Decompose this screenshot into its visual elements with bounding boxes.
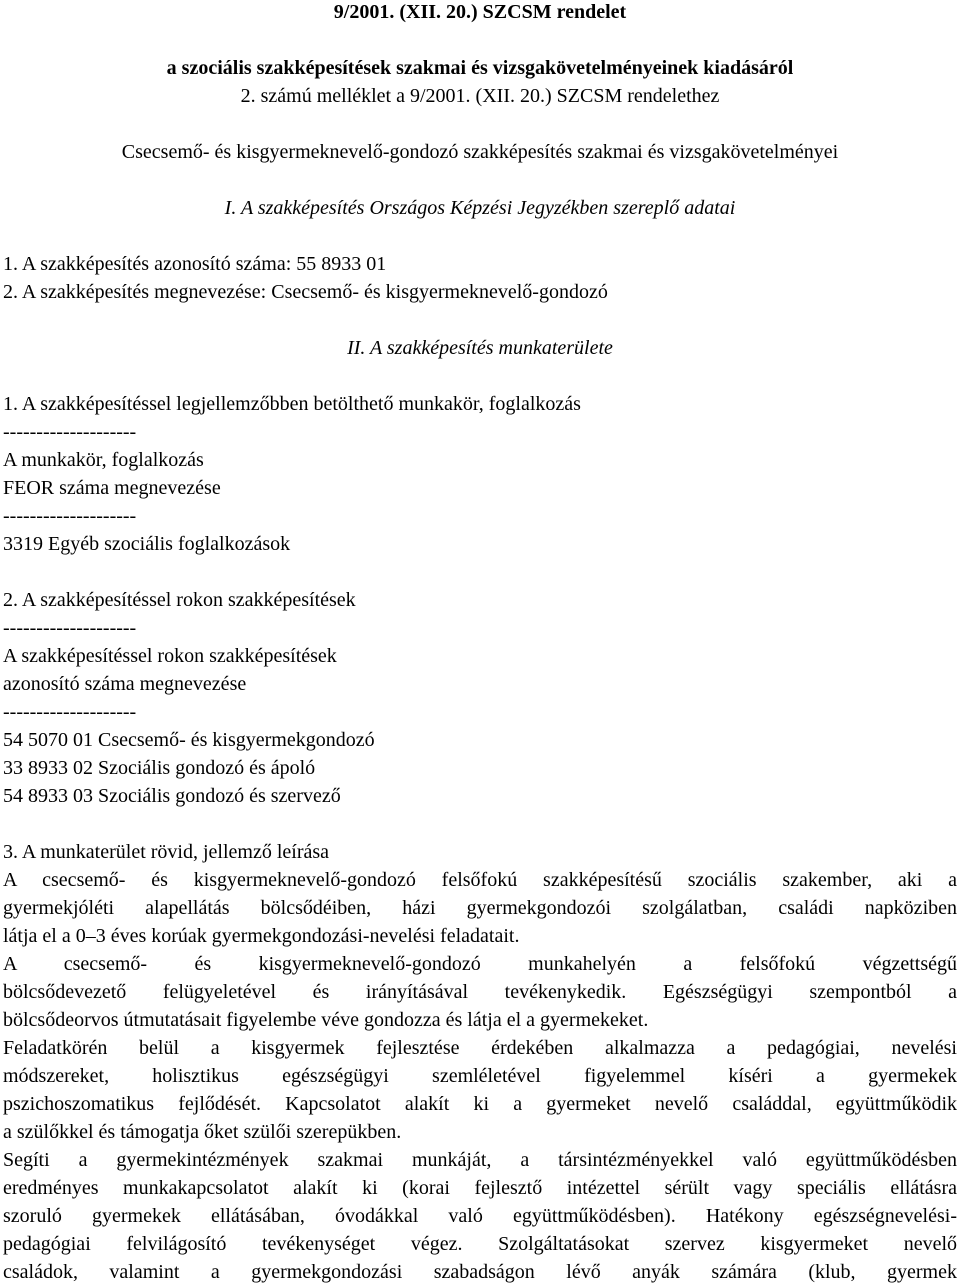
decree-title: 9/2001. (XII. 20.) SZCSM rendelet: [333, 1, 627, 23]
table-header: A munkakör, foglalkozás: [3, 449, 204, 471]
subsection-3-title: 3. A munkaterület rövid, jellemző leírása: [3, 841, 330, 863]
table-separator: --------------------: [3, 701, 137, 723]
subsection-1-title: 1. A szakképesítéssel legjellemzőbben betölthető munkakör, foglalkozás: [3, 393, 581, 415]
paragraph-line: pszichoszomatikus fejlődését. Kapcsolatot alakít ki a gyermeket nevelő családdal, együttműködik: [3, 1093, 957, 1115]
paragraph-line: látja el a 0–3 éves korúak gyermekgondozási-nevelési feladatait.: [3, 925, 520, 947]
table-header: FEOR száma megnevezése: [3, 477, 221, 499]
document-title: Csecsemő- és kisgyermeknevelő-gondozó szakképesítés szakmai és vizsgakövetelményei: [121, 141, 839, 163]
table-header: A szakképesítéssel rokon szakképesítések: [3, 645, 337, 667]
table-separator: --------------------: [3, 617, 137, 639]
paragraph-line: bölcsődevezető felügyeletével és irányításával tevékenykedik. Egészségügyi szempontból a: [3, 981, 957, 1003]
paragraph-line: Segíti a gyermekintézmények szakmai munkáját, a társintézményekkel való együttműködésben: [3, 1149, 957, 1171]
paragraph-line: A csecsemő- és kisgyermeknevelő-gondozó munkahelyén a felsőfokú végzettségű: [3, 953, 957, 975]
paragraph-line: eredményes munkakapcsolatot alakít ki (korai fejlesztő intézettel sérült vagy speciális ellátásra: [3, 1177, 957, 1199]
table-header: azonosító száma megnevezése: [3, 673, 247, 695]
table-row: 3319 Egyéb szociális foglalkozások: [3, 533, 291, 555]
table-separator: --------------------: [3, 505, 137, 527]
subsection-2-title: 2. A szakképesítéssel rokon szakképesítések: [3, 589, 356, 611]
paragraph-line: bölcsődeorvos útmutatásait figyelembe véve gondozza és látja el a gyermekeket.: [3, 1009, 649, 1031]
paragraph-line: módszereket, holisztikus egészségügyi szemléletével figyelemmel kíséri a gyermekek: [3, 1065, 957, 1087]
annex-reference: 2. számú melléklet a 9/2001. (XII. 20.) SZCSM rendelethez: [240, 85, 720, 107]
qualification-id: 1. A szakképesítés azonosító száma: 55 8933 01: [3, 253, 387, 275]
table-separator: --------------------: [3, 421, 137, 443]
table-row: 54 8933 03 Szociális gondozó és szervező: [3, 785, 341, 807]
paragraph-line: pedagógiai felvilágosító tevékenységet végez. Szolgáltatásokat szervez kisgyermeket nevelő: [3, 1233, 957, 1255]
table-row: 33 8933 02 Szociális gondozó és ápoló: [3, 757, 316, 779]
section-1-heading: I. A szakképesítés Országos Képzési Jegyzékben szereplő adatai: [224, 197, 736, 219]
section-2-heading: II. A szakképesítés munkaterülete: [347, 337, 613, 359]
paragraph-line: gyermekjóléti alapellátás bölcsődéiben, házi gyermekgondozói szolgálatban, családi napköziben: [3, 897, 957, 919]
paragraph-line: Feladatkörén belül a kisgyermek fejlesztése érdekében alkalmazza a pedagógiai, nevelési: [3, 1037, 957, 1059]
paragraph-line: A csecsemő- és kisgyermeknevelő-gondozó felsőfokú szakképesítésű szociális szakember, aki a: [3, 869, 957, 891]
decree-subject: a szociális szakképesítések szakmai és vizsgakövetelményeinek kiadásáról: [166, 57, 794, 79]
qualification-name: 2. A szakképesítés megnevezése: Csecsemő- és kisgyermeknevelő-gondozó: [3, 281, 608, 303]
paragraph-line: szoruló gyermekek ellátásában, óvodákkal való együttműködésben). Hatékony egészségnevelési-: [3, 1205, 957, 1227]
paragraph-line: családok, valamint a gyermekgondozási szabadságon lévő anyák számára (klub, gyermek: [3, 1261, 957, 1283]
table-row: 54 5070 01 Csecsemő- és kisgyermekgondozó: [3, 729, 375, 751]
paragraph-line: a szülőkkel és támogatja őket szülői szerepükben.: [3, 1121, 402, 1143]
